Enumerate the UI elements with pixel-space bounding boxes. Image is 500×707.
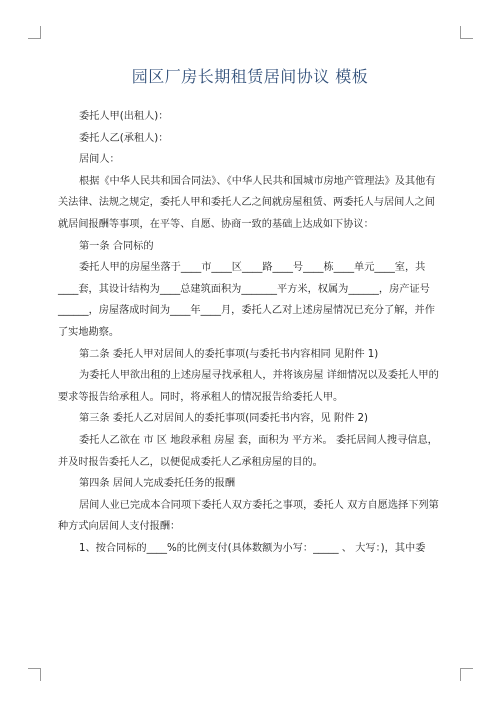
preamble-paragraph: 根据《中华人民共和国合同法》、《中华人民共和国城市房地产管理法》及其他有关法律、法规之规定，委托人甲和委托人乙之间就房屋租赁、两委托人与居间人之间就居间报酬等事项，在平等、自愿、协商一致的基础上达成如下协议： — [58, 175, 436, 230]
document-title: 园区厂房长期租赁居间协议 模板 — [131, 67, 369, 86]
crop-mark-bottom-left — [28, 668, 41, 681]
party-b-line: 委托人乙(承租人)： — [79, 132, 169, 144]
crop-mark-top-right — [460, 26, 473, 39]
crop-mark-bottom-right — [460, 668, 473, 681]
article-2-body: 为委托人甲欲出租的上述房屋寻找承租人，并将该房屋 详细情况以及委托人甲的要求等报告给承租人。同时，将承租人的情况报告给委托人甲。 — [58, 370, 439, 403]
article-4-body: 居间人业已完成本合同项下委托人双方委托之事项，委托人 双方自愿选择下列第种方式向居间人支付报酬： — [58, 499, 439, 533]
document-body — [58, 106, 442, 559]
article-3-heading: 第三条 委托人乙对居间人的委托事项(同委托书内容，见 附件 2) — [79, 413, 369, 425]
article-1-heading: 第一条 合同标的 — [79, 240, 154, 252]
article-4-heading: 第四条 居间人完成委托任务的报酬 — [79, 478, 236, 490]
article-2-heading: 第二条 委托人甲对居间人的委托事项(与委托书内容相同 见附件 1) — [79, 348, 379, 360]
payment-option-1: 1、按合同标的____%的比例支付(具体数额为小写：_____ 、 大写：)，其中委 — [79, 542, 426, 554]
article-3-body: 委托人乙欲在 市 区 地段承租 房屋 套，面积为 平方米。 委托居间人搜寻信息，并及时报告委托人乙，以便促成委托人乙承租房屋的目的。 — [58, 434, 438, 468]
article-1-body: 委托人甲的房屋坐落于____市____区____路____号____栋____单元____室，共____套，其设计结构为____总建筑面积为_______平方米，权属为______，房产证号______，房屋落成时间为____年____月，委托人乙对上述房屋情况已充分了解，并作了实地勘察。 — [58, 262, 435, 338]
party-a-line: 委托人甲(出租人)： — [79, 111, 169, 122]
intermediary-line: 居间人： — [79, 154, 120, 166]
crop-mark-top-left — [28, 26, 41, 39]
